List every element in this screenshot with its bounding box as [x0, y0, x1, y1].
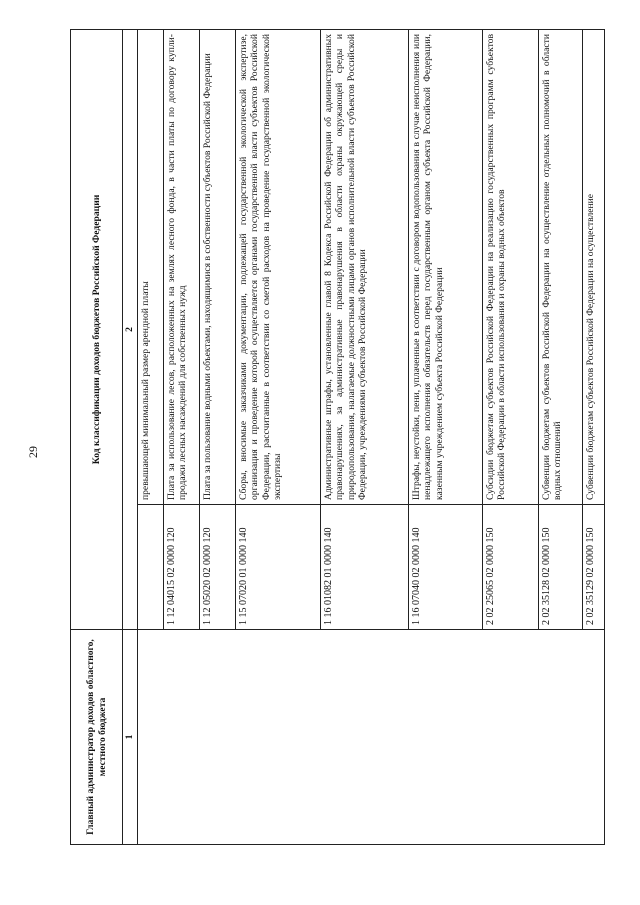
column-index-row	[123, 30, 138, 845]
column-index-1: 1	[123, 630, 138, 845]
row-text: Административные штрафы, установленные главой 8 Кодекса Российской Федерации об административных правонарушениях, за административные правонарушения в области охраны окружающей среды и природопользования, налагаемые должностными лицами органов исполнительной власти субъектов Российской Федерации, учреждениями субъектов Российской Федерации	[320, 30, 408, 505]
admin-cell	[137, 630, 605, 845]
row-text: Плата за пользование водными объектами, находящимися в собственности субъектов Российской Федерации	[199, 30, 235, 505]
row-text: Сборы, вносимые заказчиками документации, подлежащей государственной экологической экспертизе, организация и проведение которой осуществляется органами государственной власти субъектов Российской Федерации, рассчитанные в соответствии со сметой расходов на проведение государственной экологической экспертизы	[235, 30, 320, 505]
row-code: 1 16 01082 01 0000 140	[320, 505, 408, 630]
row-text: Плата за использование лесов, расположенных на землях лесного фонда, в части платы по договору купли-продажи лесных насаждений для собственных нужд	[163, 30, 199, 505]
row-code: 2 02 35129 02 0000 150	[582, 505, 605, 630]
column-index-2: 2	[123, 30, 138, 630]
row-text: Субвенции бюджетам субъектов Российской Федерации на осуществление отдельных полномочий в области водных отношений	[538, 30, 582, 505]
header-admin: Главный администратор доходов областного, местного бюджета	[71, 630, 123, 845]
row-code: 1 16 07040 02 0000 140	[408, 505, 482, 630]
row-code: 2 02 35128 02 0000 150	[538, 505, 582, 630]
rotated-table-container	[70, 30, 605, 845]
row-text: Субсидии бюджетам субъектов Российской Федерации на реализацию государственных программ субъектов Российской Федерации в области использования и охраны водных объектов	[482, 30, 538, 505]
row-code: 1 12 05020 02 0000 120	[199, 505, 235, 630]
revenue-classification-table	[70, 29, 605, 845]
table-row	[137, 30, 163, 845]
row-text: Штрафы, неустойки, пени, уплаченные в соответствии с договором водопользования в случае неисполнения или ненадлежащего исполнения обязательств перед государственным органом субъекта Российской Федерации, казенным учреждением субъекта Российской Федерации	[408, 30, 482, 505]
row-code: 2 02 25065 02 0000 150	[482, 505, 538, 630]
page-number: 29	[26, 446, 40, 458]
table-header-row	[71, 30, 123, 845]
row-text: Субвенции бюджетам субъектов Российской Федерации на осуществление	[582, 30, 605, 505]
row-code	[137, 505, 163, 630]
row-text: превышающей минимальный размер арендной платы	[137, 30, 163, 505]
row-code: 1 12 04015 02 0000 120	[163, 505, 199, 630]
header-code: Код классификации доходов бюджетов Российской Федерации	[71, 30, 123, 630]
row-code: 1 15 07020 01 0000 140	[235, 505, 320, 630]
